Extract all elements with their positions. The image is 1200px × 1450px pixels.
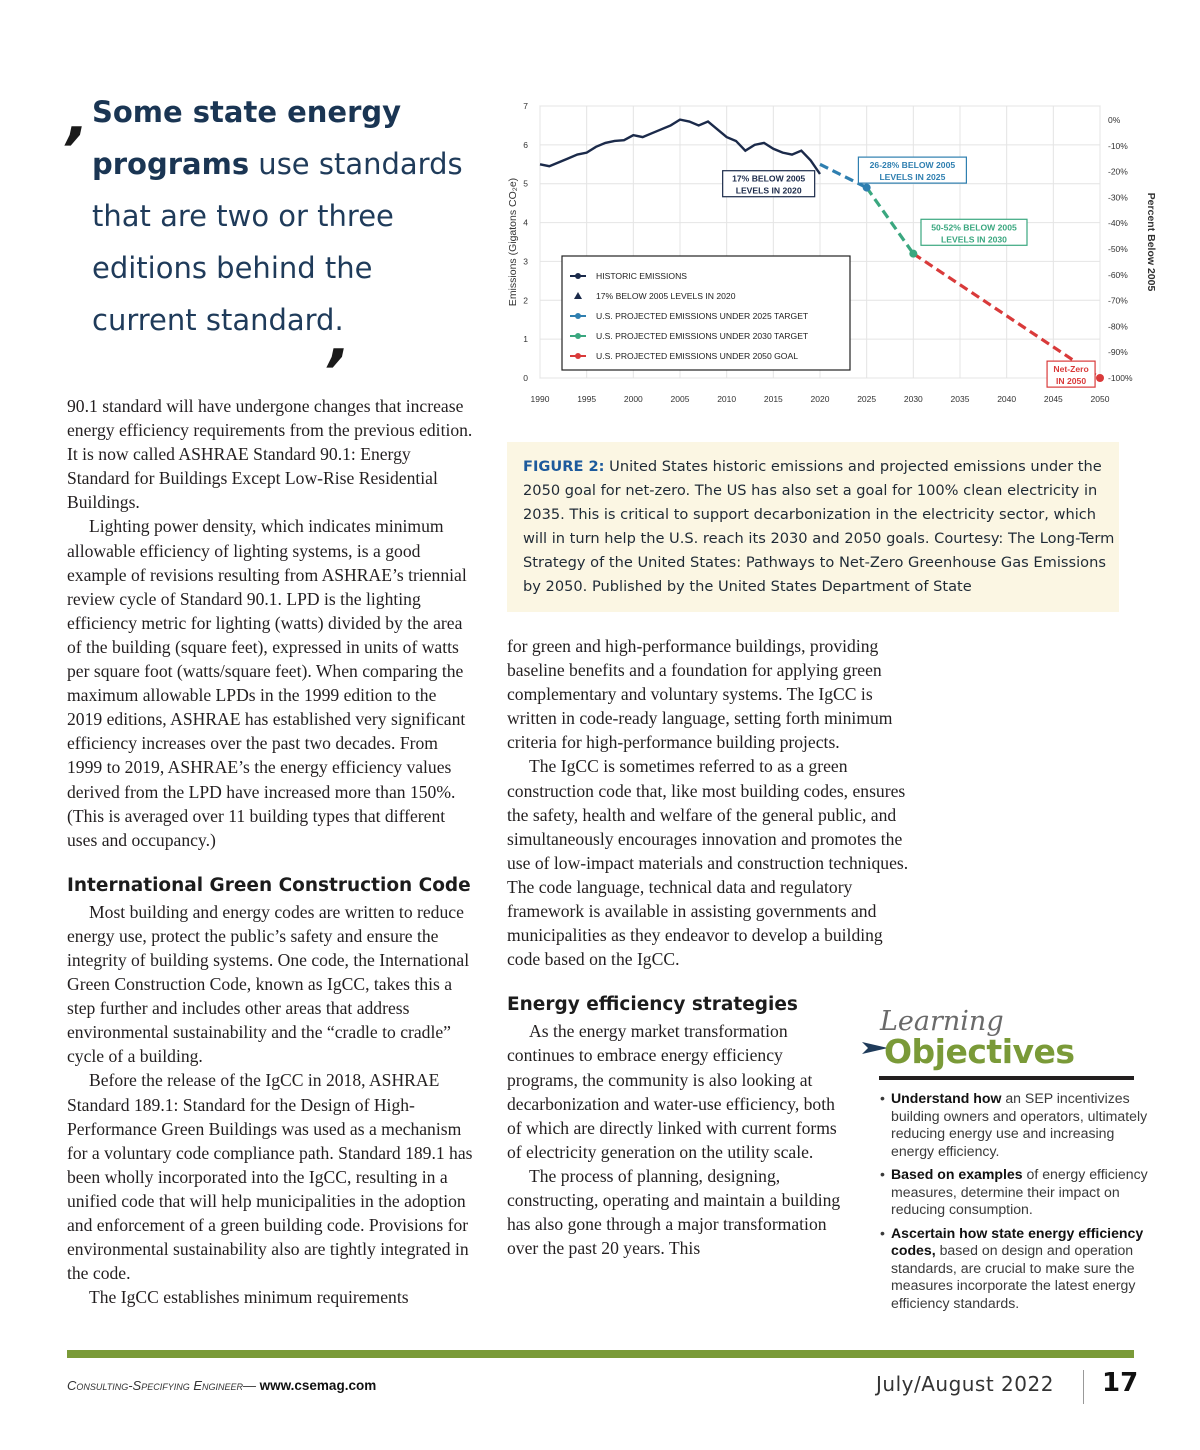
legend-label: U.S. PROJECTED EMISSIONS UNDER 2025 TARGET [596,311,809,321]
pull-quote [58,80,466,375]
column-1 [67,394,475,1309]
section-heading-energy-efficiency: Energy efficiency strategies [507,994,798,1016]
annotation-2050-line2: IN 2050 [1056,376,1087,387]
y-tick-label: 5 [523,178,528,189]
annotation-2025-line2: LEVELS IN 2025 [879,172,946,183]
y2-tick-label: -70% [1108,295,1128,306]
legend-label: U.S. PROJECTED EMISSIONS UNDER 2030 TARGET [596,331,809,341]
y2-tick-label: 0% [1108,115,1121,125]
col1-paragraph: The IgCC establishes minimum requirements [89,1287,409,1308]
annotation-2020-line1: 17% BELOW 2005 [732,173,806,184]
annotation-2020-line2: LEVELS IN 2020 [735,185,802,196]
x-tick-label: 1990 [530,394,550,404]
footer-separator [1083,1370,1084,1404]
x-tick-label: 2000 [623,394,643,404]
magazine-name: Consulting-Specifying Engineer [67,1378,244,1393]
figure-caption [507,442,1119,612]
col1-paragraph: Lighting power density, which indicates minimum allowable efficiency of lighting systems, is a good example of revisions resulting from ASHRAE’s triennial review cycle of Standard 90.1. LPD is the lighting efficiency metric for lighting (watts) divided by the area of the building (square feet), expressed in units of watts per square foot (watts/square feet). When comparing the maximum allowable LPDs in the 1999 edition to the 2019 editions, ASHRAE has established very significant efficiency increases over the past two decades. From 1999 to 2019, ASHRAE’s the energy efficiency values derived from the LPD have increased more than 150%. (This is averaged over 11 building types that different uses and occupancy.) [67,516,467,850]
y2-tick-label: -60% [1108,269,1128,280]
legend-label: U.S. PROJECTED EMISSIONS UNDER 2050 GOAL [596,351,799,361]
emissions-chart-svg [500,92,1160,422]
y2-tick-label: -20% [1108,166,1128,177]
pull-quote-text [92,86,466,346]
col2-paragraph: The process of planning, designing, constructing, operating and maintain a building has also gone through a major transformation over the past 20 years. This [507,1165,841,1259]
objective-item: • Understand how an SEP incentivizes building owners and operators, ultimately reducing energy use and increasing energy efficiency. [880,1090,1148,1159]
objective-item: • Ascertain how state energy efficiency codes, based on design and operation standards, are crucial to make sure the measures incorporate the latest energy efficiency standards. [880,1224,1144,1311]
page-number: 17 [1102,1368,1139,1398]
col1-paragraph: Most building and energy codes are written to reduce energy use, protect the public’s safety and ensure the integrity of building systems. One code, the International Green Construction Code, known as IgCC, takes this a step further and includes other areas that address environmental sustainability and the “cradle to cradle” cycle of a building. [67,901,470,1067]
objectives-list [880,1090,1150,1318]
legend-marker [575,313,581,319]
y-tick-label: 4 [523,217,528,228]
y-tick-label: 0 [523,373,528,383]
objectives-rule [879,1076,1134,1080]
x-tick-label: 2015 [763,394,783,404]
y2-tick-label: -90% [1108,347,1128,358]
y2-tick-label: -100% [1108,373,1133,383]
figure-caption-text: United States historic emissions and projected emissions under the 2050 goal for net-zero. The US has also set a goal for 100% clean electricity in 2035. This is critical to support decarbonization in the electricity sector, which will in turn help the U.S. reach its 2030 and 2050 goals. Courtesy: The Long-Term Strategy of the United States: Pathways to Net-Zero Greenhouse Gas Emissions by 2050. Published by the United States Department of State [523,458,1115,595]
figure-label: FIGURE 2: [523,458,605,475]
y2-tick-label: -10% [1108,140,1128,151]
objectives-label: Objectives [884,1032,1075,1071]
annotation-2050-line1: Net-Zero [1053,364,1089,375]
y2-tick-label: -50% [1108,244,1128,254]
x-tick-label: 2005 [670,394,690,404]
emissions-chart [500,92,1160,422]
footer-magazine: Consulting-Specifying Engineer— www.csemag.com [67,1378,377,1393]
issue-date: July/August 2022 [876,1372,1054,1396]
point-2025 [863,184,871,192]
col1-paragraph: 90.1 standard will have undergone changes that increase energy efficiency requirements from the previous edition. It is now called ASHRAE Standard 90.1: Energy Standard for Buildings Except Low-Rise Residential Buildings. [67,396,473,513]
x-tick-label: 2045 [1043,394,1063,404]
x-tick-label: 2035 [950,394,970,404]
x-tick-label: 2030 [903,394,923,404]
legend-marker [575,273,581,279]
annotation-2030-line1: 50-52% BELOW 2005 [931,222,1017,233]
y-tick-label: 7 [523,101,528,111]
x-tick-label: 2020 [810,394,830,404]
legend-label: 17% BELOW 2005 LEVELS IN 2020 [596,291,736,301]
open-quote-mark: ‚ [58,80,98,153]
y-tick-label: 2 [523,295,528,306]
legend-marker [575,333,581,339]
y-axis-label: Emissions (Gigatons CO₂e) [507,177,519,307]
col1-paragraph: Before the release of the IgCC in 2018, ASHRAE Standard 189.1: Standard for the Design of High-Performance Green Buildings was used as a mechanism for a voluntary code compliance path. Standard 189.1 has been wholly incorporated into the IgCC, resulting in a unified code that will help municipalities in the adoption and enforcement of a green building code. Provisions for environmental sustainability also are tightly integrated in the code. [67,1070,473,1284]
col2-paragraph: As the energy market transformation continues to embrace energy efficiency programs, the community is also looking at decarbonization and water-use efficiency, both of which are directly linked with current forms of electricity generation on the utility scale. [507,1021,837,1162]
col2-paragraph: The IgCC is sometimes referred to as a green construction code that, like most building codes, ensures the safety, health and welfare of the general public, and simultaneously encourages innovation and promotes the use of low-impact materials and construction techniques. The code language, technical data and regulatory framework is available in assisting governments and municipalities as they endeavor to develop a building code based on the IgCC. [507,756,909,970]
col2-paragraph: for green and high-performance buildings, providing baseline benefits and a foundation for applying green complementary and voluntary systems. The IgCC is written in code-ready language, setting forth minimum criteria for high-performance building projects. [507,636,893,753]
point-2050 [1096,374,1104,382]
website-link[interactable]: www.csemag.com [259,1378,377,1393]
y-tick-label: 3 [523,256,528,267]
section-heading-igcc: International Green Construction Code [67,874,471,896]
annotation-2030-line2: LEVELS IN 2030 [941,234,1007,245]
x-tick-label: 2025 [857,394,877,404]
y2-tick-label: -30% [1108,192,1128,203]
column-2 [507,634,915,1260]
x-tick-label: 2040 [997,394,1017,404]
y2-tick-label: -80% [1108,321,1128,332]
x-tick-label: 2010 [717,394,737,404]
y2-tick-label: -40% [1108,218,1128,229]
legend-marker [575,353,581,359]
point-2030 [909,250,917,258]
annotation-2025-line1: 26-28% BELOW 2005 [869,160,956,171]
x-tick-label: 1995 [577,394,597,404]
pull-quote-rest: use standards that are two or three editions behind the current standard. [92,147,463,337]
y2-axis-label: Percent Below 2005 [1145,192,1157,292]
y-tick-label: 6 [523,139,528,150]
learning-label: Learning [880,1006,1004,1037]
close-quote-mark: ‚ [320,302,360,375]
objective-item: • Based on examples of energy efficiency measures, determine their impact on reducing consumption. [880,1166,1148,1217]
footer-rule [67,1350,1134,1358]
x-tick-label: 2050 [1090,394,1110,404]
legend-label: HISTORIC EMISSIONS [596,271,688,281]
y-tick-label: 1 [523,334,528,345]
pull-quote-bold: Some state energy programs [92,95,402,181]
